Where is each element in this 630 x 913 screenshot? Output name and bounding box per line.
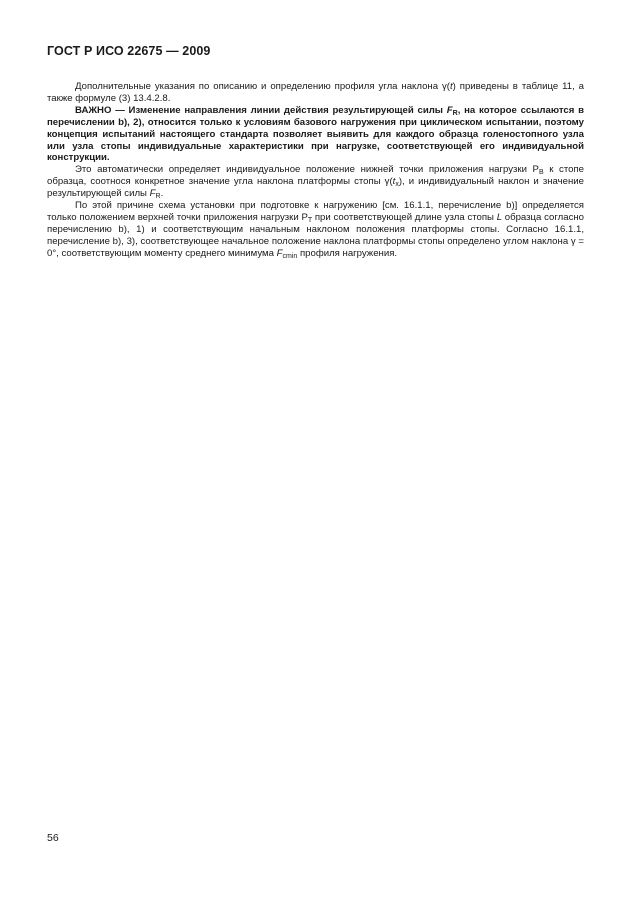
paragraph-important-note: ВАЖНО — Изменение направления линии действия результирующей силы $F_R$, на которое ссылаются в перечислении b), 2), относится только к условиям базового нагружения при циклическом испытании, поэтому концепция испытаний настоящего стандарта позволяет выявить для каждого образца голеностопного узла или узла стопы индивидуальные характеристики при нагрузке, соответствующей его индивидуальной конструкции. [47, 104, 584, 164]
page-number: 56 [47, 832, 59, 844]
paragraph-automatic-position: Это автоматически определяет индивидуальное положение нижней точки приложения нагрузки $P_B$ к стопе образца, соотноcя конкретное значение угла наклона платформы стопы $\gamma(t_x)$, и индивидуальный наклон и значение результирующей силы $F_R$. [47, 164, 584, 201]
paragraph-setup-scheme: По этой причине схема установки при подготовке к нагружению [см. 16.1.1, перечисление b)] определяется только положением верхней точки приложения нагрузки $P_T$ при соответствующей длине узла стопы L образца согласно перечислению b), 1) и соответствующим начальным наклоном положения платформы стопы. Согласно 16.1.1, перечисление b), 3), соответствующее начальное положение наклона платформы стопы определено углом наклона γ = 0°, соответствующим моменту среднего минимума $F_{cmin}$ профиля нагружения. [47, 200, 584, 260]
paragraph-additional-instructions: Дополнительные указания по описанию и определению профиля угла наклона γ(t) приведены в таблице 11, а также формуле (3) 13.4.2.8. [47, 81, 584, 104]
document-body [47, 81, 584, 260]
document-header: ГОСТ Р ИСО 22675 — 2009 [47, 44, 211, 58]
